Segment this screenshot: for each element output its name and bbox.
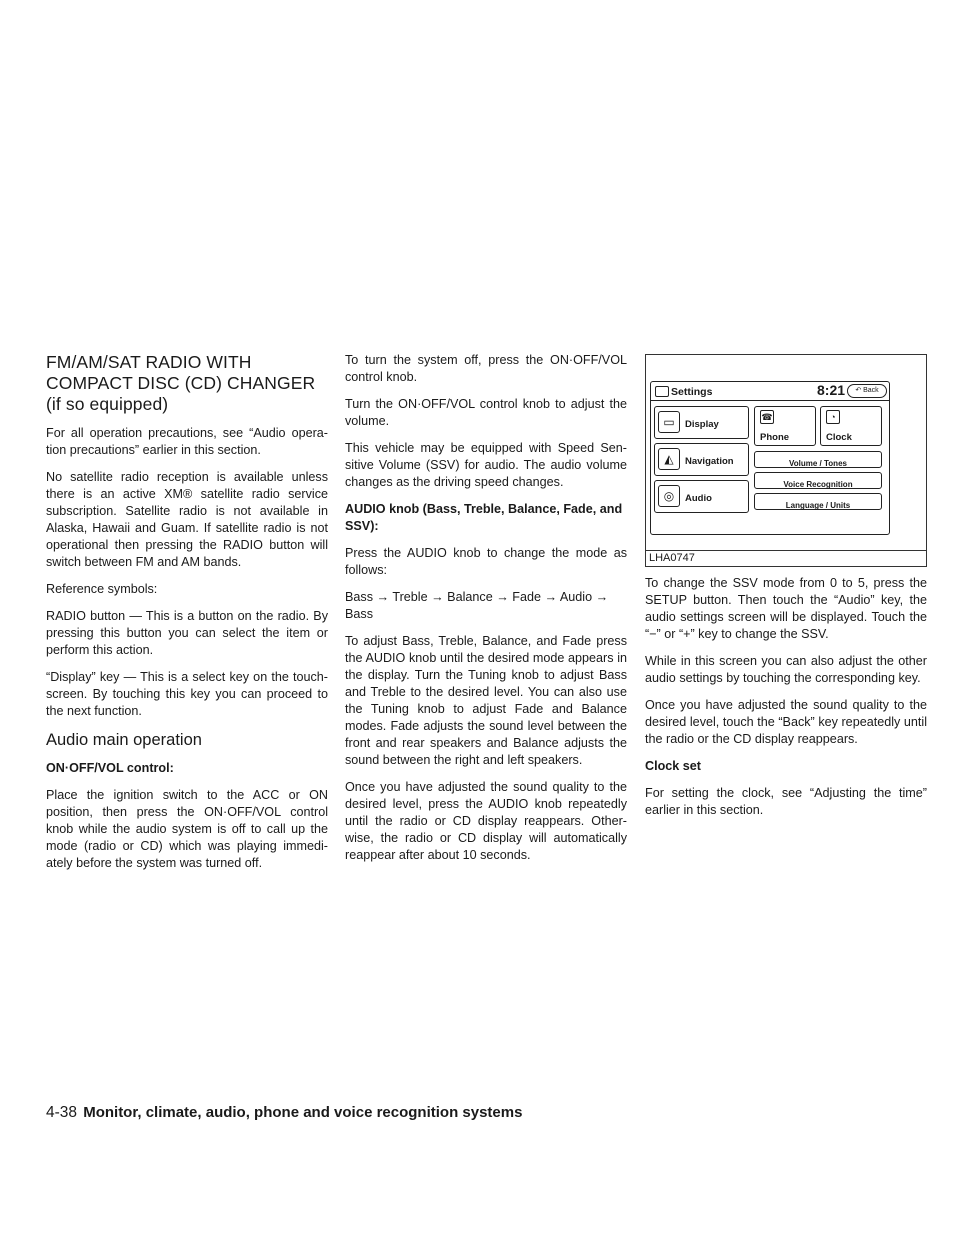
audio-icon: ◎ <box>658 485 680 507</box>
display-icon: ▭ <box>658 411 680 433</box>
paragraph: While in this screen you can also adjust the other audio settings by touching the corresponding key. <box>645 654 927 685</box>
language-units-button[interactable] <box>754 493 882 510</box>
paragraph: Once you have adjusted the sound quality to the desired level, press the AUDIO knob repeatedly until the radio or CD display reappears. Other- wise, the radio or CD display will automatically reappear after about 10 seconds. <box>345 780 627 862</box>
paragraph: No satellite radio reception is available unless there is an active XM® satellite radio service subscription. Satellite radio is not available in Alaska, Hawaii and Guam. If satellite radio is not operational then pressing the RADIO button will switch between FM and AM bands. <box>46 470 328 569</box>
figure-code: LHA0747 <box>646 550 926 566</box>
column-middle <box>345 352 627 874</box>
paragraph: To change the SSV mode from 0 to 5, press the SETUP button. Then touch the “Audio” key, the audio settings screen will be displayed. Touch the “−” or “+” key to change the SSV. <box>645 576 927 641</box>
subsection-heading: Audio main operation <box>46 731 202 749</box>
settings-icon <box>655 386 669 397</box>
chapter-title: Monitor, climate, audio, phone and voice recognition systems <box>83 1104 523 1121</box>
clock-label: Clock <box>826 432 852 443</box>
navigation-icon: ◭ <box>658 448 680 470</box>
section-heading: FM/AM/SAT RADIO WITH COMPACT DISC (CD) CHANGER (if so equipped) <box>46 352 316 414</box>
back-label: Back <box>863 387 879 394</box>
clock-readout: 8:21 <box>817 382 846 398</box>
page-number: 4-38 <box>46 1104 78 1121</box>
settings-screen-figure <box>645 354 927 567</box>
volume-tones-button[interactable] <box>754 451 882 468</box>
paragraph: For setting the clock, see “Adjusting the time” earlier in this section. <box>645 786 927 817</box>
voice-recognition-button[interactable] <box>754 472 882 489</box>
paragraph: For all operation precautions, see “Audio opera- tion precautions” earlier in this section. <box>46 426 328 457</box>
knob-title: AUDIO knob (Bass, Treble, Balance, Fade, and SSV): <box>345 502 623 533</box>
page-footer <box>46 1104 522 1122</box>
display-label: Display <box>685 419 719 430</box>
paragraph: Turn the ON·OFF/VOL control knob to adjust the volume. <box>345 397 627 428</box>
screen-title: Settings <box>671 386 713 398</box>
audio-button[interactable] <box>654 480 749 513</box>
phone-icon: ☎ <box>761 412 773 422</box>
phone-button[interactable] <box>754 406 816 446</box>
paragraph: This vehicle may be equipped with Speed Sen- sitive Volume (SSV) for audio. The audio volume changes as the driving speed changes. <box>345 441 627 489</box>
back-button[interactable]: ↶ Back <box>847 384 887 398</box>
paragraph: RADIO button — This is a button on the radio. By pressing this button you can select the item or perform this action. <box>46 609 328 657</box>
paragraph: To adjust Bass, Treble, Balance, and Fade press the AUDIO knob until the desired mode appears in the display. Turn the Tuning knob to adjust Bass and Treble to the desired level. You can also use the Tuning knob to adjust Fade and Balance modes. Fade adjusts the sound level between the front and rear speakers and Balance adjusts the sound between the right and left speakers. <box>345 634 627 767</box>
phone-label: Phone <box>760 432 790 443</box>
voice-recognition-label: Voice Recognition <box>783 480 853 489</box>
display-button[interactable] <box>654 406 749 439</box>
paragraph: Press the AUDIO knob to change the mode as follows: <box>345 546 627 577</box>
clock-button[interactable] <box>820 406 882 446</box>
clock-set-title: Clock set <box>645 759 701 773</box>
column-left <box>46 352 328 882</box>
volume-tones-label: Volume / Tones <box>789 459 847 468</box>
clock-icon: ◔ <box>826 410 840 424</box>
audio-label: Audio <box>685 493 712 504</box>
column-right <box>645 354 927 829</box>
settings-screen <box>650 381 890 535</box>
language-units-label: Language / Units <box>785 501 851 510</box>
control-title: ON·OFF/VOL control: <box>46 761 174 775</box>
navigation-label: Navigation <box>685 456 734 467</box>
paragraph: To turn the system off, press the ON·OFF/VOL control knob. <box>345 353 627 384</box>
screen-header <box>651 382 889 401</box>
paragraph: Reference symbols: <box>46 582 158 596</box>
navigation-button[interactable] <box>654 443 749 476</box>
mode-sequence: Bass → Treble → Balance → Fade → Audio → Bass <box>345 590 609 621</box>
paragraph: “Display” key — This is a select key on the touch- screen. By touching this key you can proceed to the next function. <box>46 670 328 718</box>
paragraph: Place the ignition switch to the ACC or ON position, then press the ON·OFF/VOL control knob while the audio system is off to call up the mode (radio or CD) which was playing immedi- ately before the system was turned off. <box>46 788 328 870</box>
paragraph: Once you have adjusted the sound quality to the desired level, touch the “Back” key repeatedly until the radio or the CD display reappears. <box>645 698 927 746</box>
